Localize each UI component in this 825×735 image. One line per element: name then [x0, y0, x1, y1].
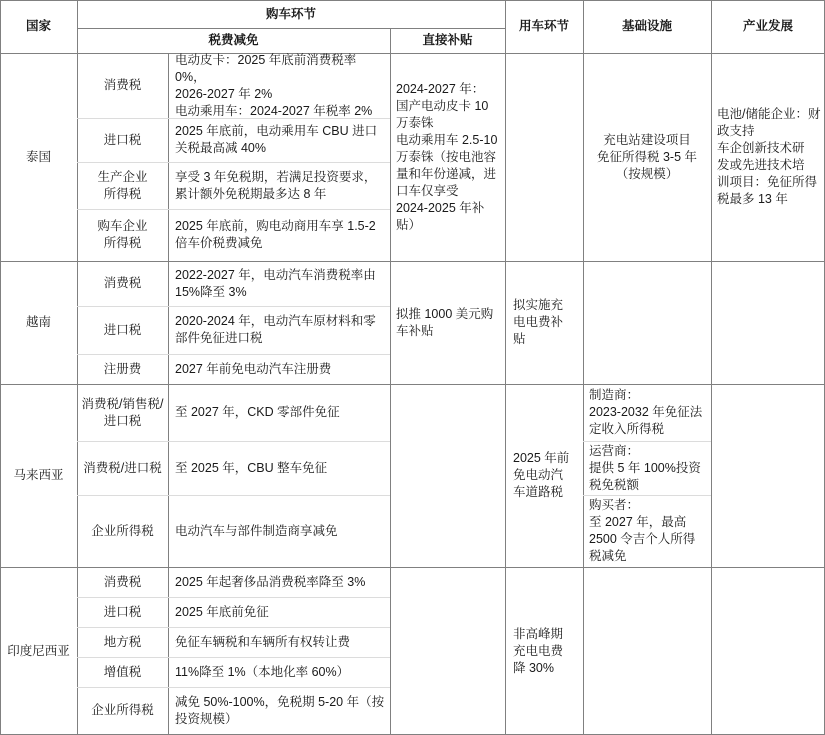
tax-detail-cell: 电动汽车与部件制造商享减免 [175, 523, 338, 538]
header-usage: 用车环节 [518, 19, 569, 33]
tax-type-cell: 地方税 [103, 634, 142, 649]
header-country: 国家 [25, 19, 51, 33]
subsidy-cell: 拟推 1000 美元购 车补贴 [396, 306, 494, 338]
tax-detail-cell: 免征车辆税和车辆所有权转让费 [175, 634, 351, 649]
tax-type-cell: 进口税 [103, 604, 142, 619]
industry-cell: 电池/储能企业：财 政支持 车企创新技术研 发或先进技术培 训项目：免征所得 税最多 13 年 [717, 107, 821, 206]
tax-type-cell: 企业所得税 [91, 703, 154, 717]
tax-detail-cell: 2025 年底前，电动乘用车 CBU 进口 关税最高减 40% [175, 124, 378, 155]
country-cell: 泰国 [25, 149, 51, 164]
tax-detail-cell: 电动皮卡：2025 年底前消费税率 0%， 2026-2027 年 2% 电动乘用车：2024-2027 年税率 2% [175, 52, 373, 118]
tax-type-cell: 生产企业 所得税 [97, 169, 148, 201]
tax-type-cell: 消费税/销售税/ 进口税 [81, 396, 164, 428]
tax-type-cell: 进口税 [103, 132, 142, 147]
tax-detail-cell: 至 2025 年，CBU 整车免征 [175, 460, 328, 475]
header-direct-subsidy: 直接补贴 [422, 33, 473, 47]
tax-type-cell: 增值税 [103, 664, 142, 679]
country-cell: 印度尼西亚 [7, 643, 70, 658]
header-purchase: 购车环节 [265, 6, 316, 21]
usage-cell: 非高峰期 充电电费 降 30% [513, 626, 564, 675]
infrastructure-operator-cell: 运营商： 提供 5 年 100%投资 税免税额 [589, 444, 701, 492]
tax-type-cell: 进口税 [103, 322, 142, 337]
tax-detail-cell: 2020-2024 年，电动汽车原材料和零 部件免征进口税 [175, 314, 376, 345]
tax-detail-cell: 至 2027 年，CKD 零部件免征 [175, 405, 340, 419]
tax-type-cell: 注册费 [103, 361, 142, 376]
tax-type-cell: 购车企业 所得税 [97, 219, 148, 250]
tax-detail-cell: 11%降至 1%（本地化率 60%） [175, 664, 350, 679]
country-cell: 马来西亚 [13, 468, 64, 482]
tax-type-cell: 企业所得税 [91, 523, 154, 538]
tax-detail-cell: 2025 年底前，购电动商用车享 1.5-2 倍车价税费减免 [175, 219, 376, 250]
tax-type-cell: 消费税/进口税 [83, 460, 162, 475]
tax-type-cell: 消费税 [103, 78, 142, 92]
infrastructure-buyer-cell: 购买者： 至 2027 年，最高 2500 令吉个人所得 税减免 [589, 498, 696, 563]
tax-type-cell: 消费税 [103, 574, 142, 589]
subsidy-cell: 2024-2027 年： 国产电动皮卡 10 万泰铢 电动乘用车 2.5-10 万泰铢（按电池容 量和年份递减，进 口车仅享受 2024-2025 年补 贴） [396, 81, 498, 232]
tax-detail-cell: 2022-2027 年，电动汽车消费税率由 15%降至 3% [175, 267, 376, 299]
country-cell: 越南 [25, 315, 51, 329]
tax-detail-cell: 2027 年前免电动汽车注册费 [175, 361, 332, 376]
usage-cell: 拟实施充 电电费补 贴 [513, 298, 564, 346]
tax-detail-cell: 2025 年底前免征 [175, 604, 269, 619]
tax-detail-cell: 2025 年起奢侈品消费税率降至 3% [175, 574, 366, 589]
header-infrastructure: 基础设施 [621, 19, 672, 33]
tax-detail-cell: 享受 3 年免税期，若满足投资要求， 累计额外免税期最多达 8 年 [175, 169, 377, 201]
tax-detail-cell: 减免 50%-100%，免税期 5-20 年（按 投资规模） [175, 694, 385, 726]
header-industry: 产业发展 [742, 19, 793, 33]
usage-cell: 2025 年前 免电动汽 车道路税 [513, 451, 570, 499]
infrastructure-cell: 充电站建设项目 免征所得税 3-5 年 （按规模） [596, 132, 697, 181]
infrastructure-manufacturer-cell: 制造商： 2023-2032 年免征法 定收入所得税 [589, 388, 703, 436]
header-tax-relief: 税费减免 [208, 33, 259, 47]
tax-type-cell: 消费税 [103, 276, 142, 290]
